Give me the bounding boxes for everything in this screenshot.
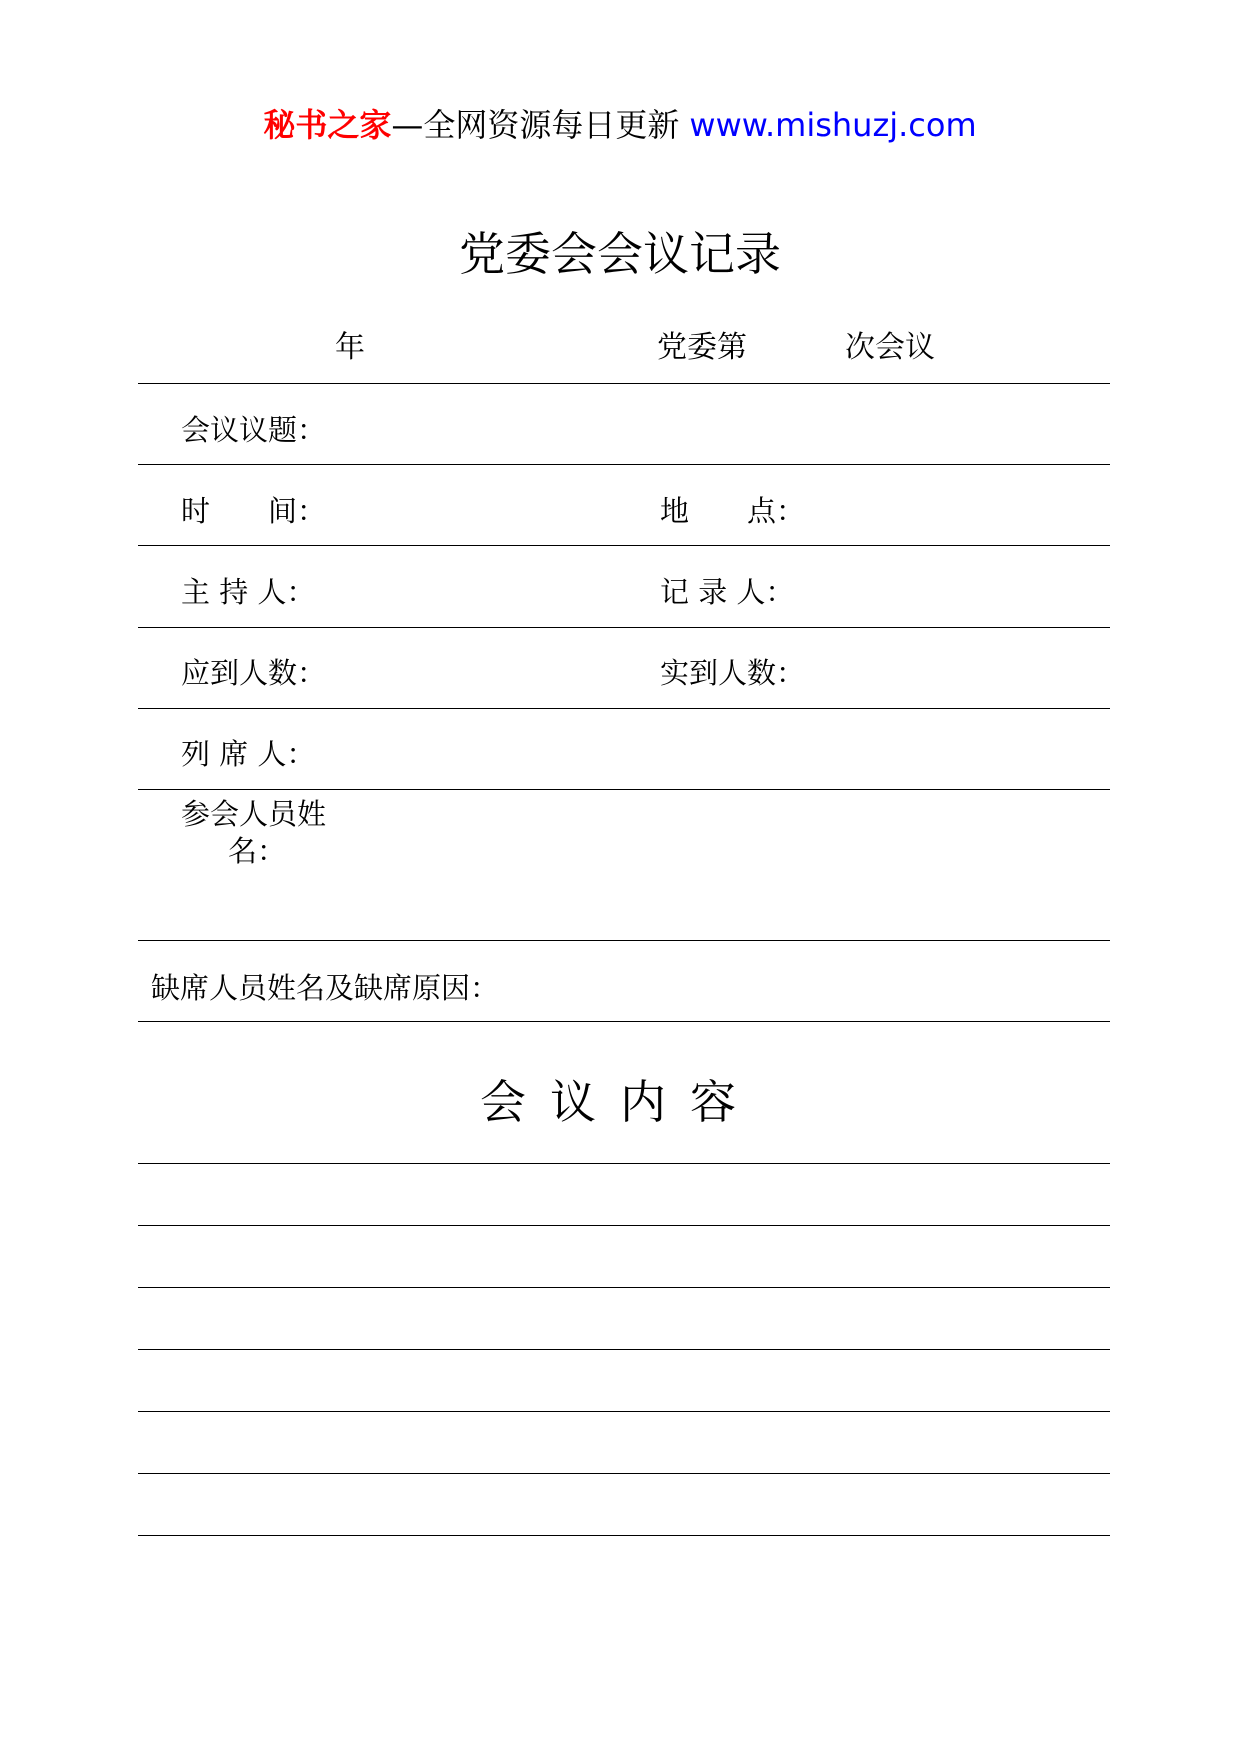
banner-tagline: —全网资源每日更新 [391,106,680,144]
header-committee-prefix: 党委第 [657,330,747,365]
writing-line [138,1287,1110,1288]
field-host-label: 主 持 人： [181,575,316,609]
header-session-suffix: 次会议 [845,330,935,365]
form-rule [138,940,1110,941]
writing-line [138,1163,1110,1164]
field-participants-label-line1: 参会人员姓 [181,797,327,831]
form-rule [138,383,1110,384]
section-title-meeting-content: 会议内容 [480,1075,760,1129]
form-rule [138,545,1110,546]
writing-line [138,1535,1110,1536]
field-topic-label: 会议议题： [181,413,327,447]
field-absent-label: 缺席人员姓名及缺席原因： [151,971,500,1005]
form-rule [138,708,1110,709]
writing-line [138,1225,1110,1226]
banner-brand: 秘书之家 [263,106,392,144]
writing-line [138,1411,1110,1412]
field-recorder-label: 记 录 人： [660,575,795,609]
writing-line [138,1473,1110,1474]
form-rule [138,1021,1110,1022]
form-rule [138,627,1110,628]
form-rule [138,789,1110,790]
field-location-label: 地 点： [660,494,806,528]
field-time-label: 时 间： [181,494,327,528]
site-banner [0,100,1240,146]
field-attendees-label: 列 席 人： [181,737,316,771]
form-rule [138,464,1110,465]
writing-line [138,1349,1110,1350]
header-year: 年 [335,330,365,365]
document-title: 党委会会议记录 [459,227,781,281]
field-participants-label-line2: 名： [228,834,287,868]
field-actual-label: 实到人数： [660,656,806,690]
field-expected-label: 应到人数： [181,656,327,690]
banner-url[interactable]: www.mishuzj.com [689,106,977,144]
